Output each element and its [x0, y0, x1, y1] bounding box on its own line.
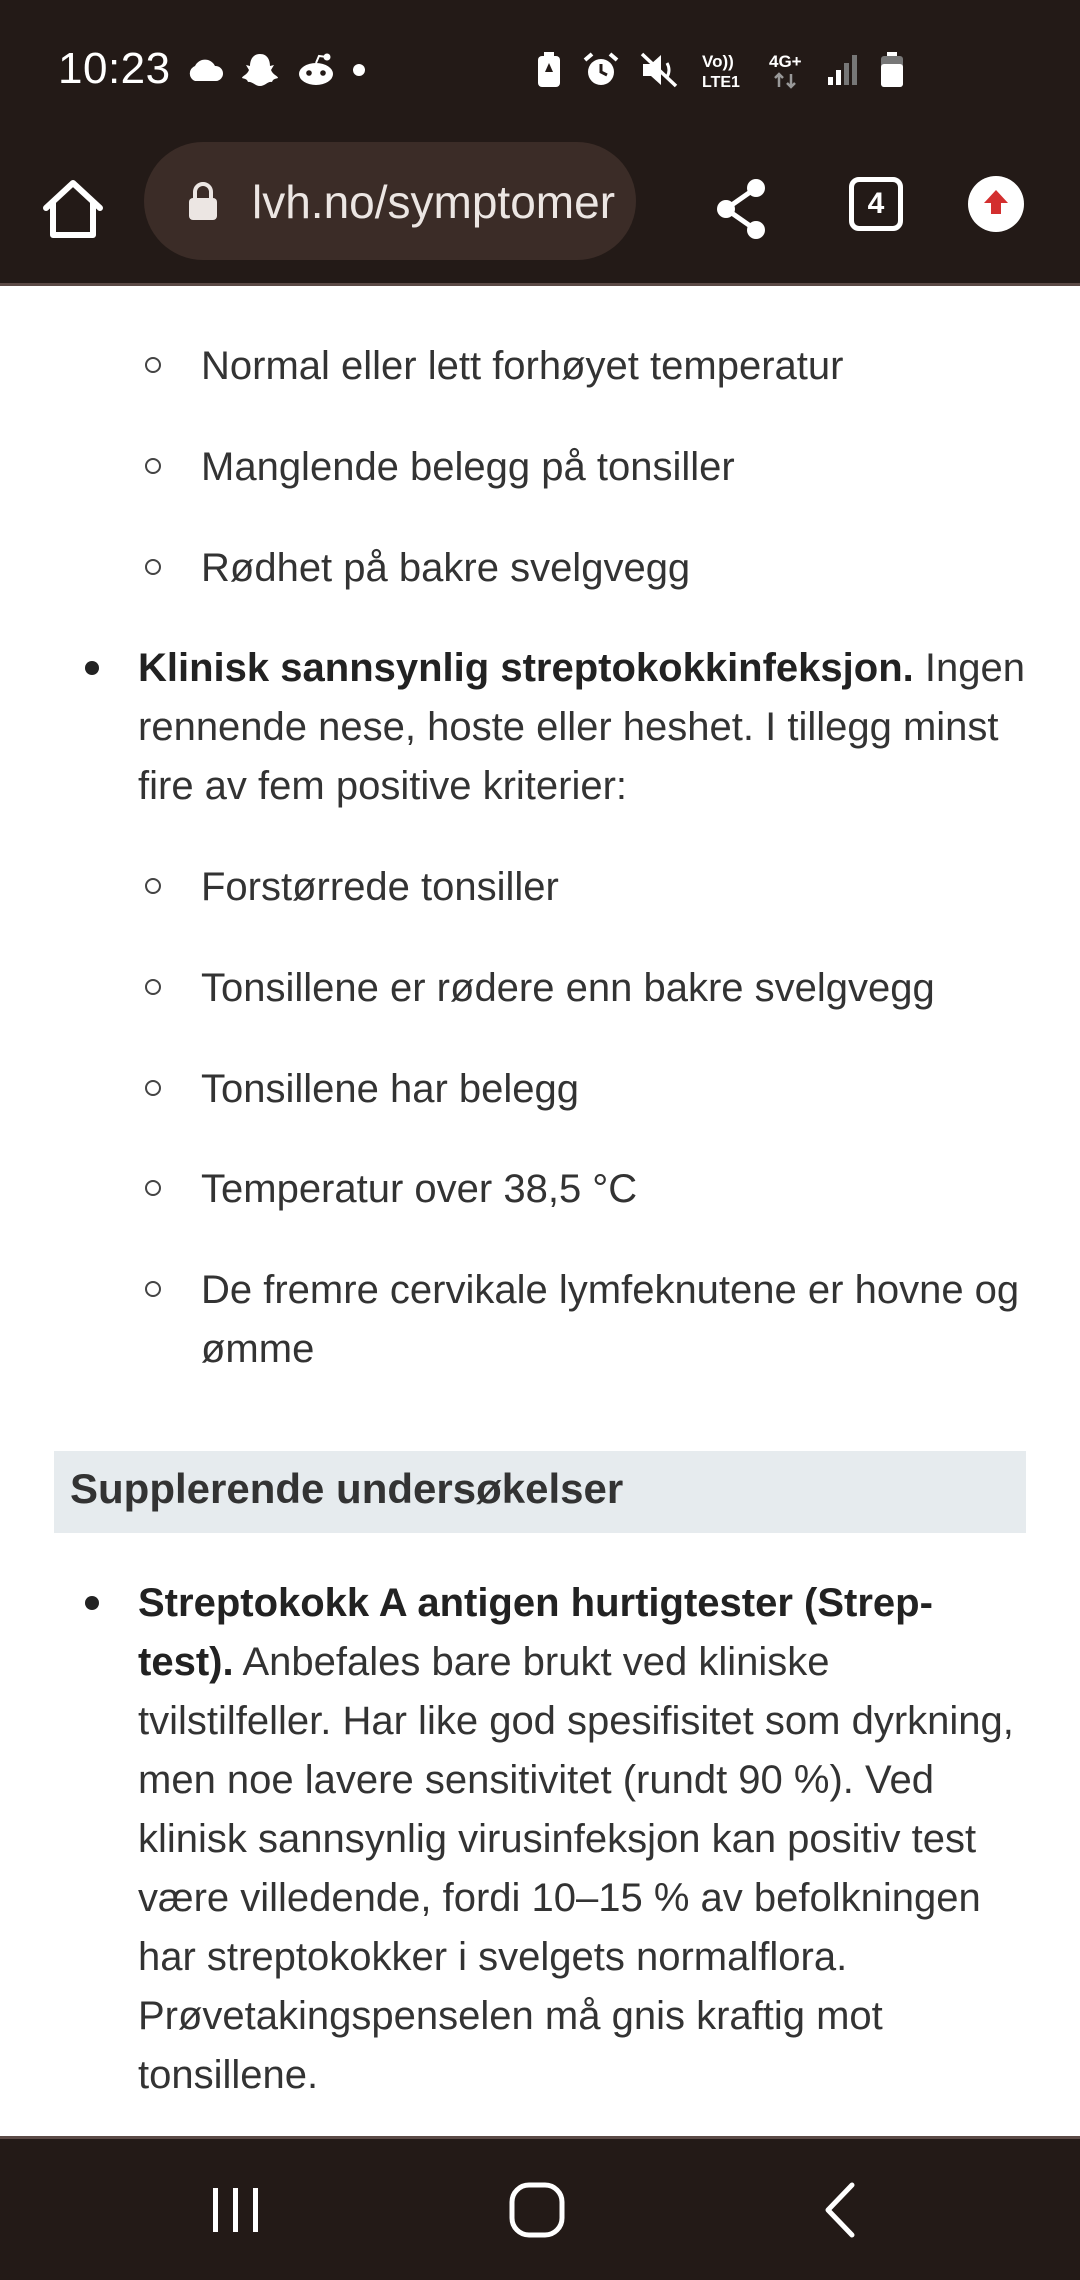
list-item-strep-criteria	[138, 639, 1028, 816]
browser-menu-button[interactable]	[968, 176, 1024, 232]
update-arrow-icon	[981, 187, 1011, 222]
item-title: Streptokokk A antigen hurtigtester (Strep-test).	[138, 1581, 933, 1684]
list-item: De fremre cervikale lymfeknutene er hovne og ømme	[201, 1268, 1020, 1371]
alarm-icon	[582, 51, 620, 94]
svg-text:Vo)): Vo))	[702, 52, 734, 71]
snapchat-icon	[240, 52, 280, 93]
circle-bullet-icon	[145, 559, 161, 575]
item-title: Klinisk sannsynlig streptokokkinfeksjon.	[138, 646, 914, 690]
section-heading-text: Supplerende undersøkelser	[70, 1465, 624, 1512]
circle-bullet-icon	[145, 1080, 161, 1096]
section-heading	[54, 1451, 1026, 1533]
signal-icon	[826, 53, 860, 92]
share-icon[interactable]	[712, 174, 772, 244]
back-icon[interactable]	[800, 2175, 880, 2245]
list-item-strep-test	[138, 1574, 1018, 2105]
status-bar	[0, 0, 1080, 140]
circle-bullet-icon	[145, 878, 161, 894]
item-text: Anbefales bare brukt ved kliniske tvilstilfeller. Har like god spesifisitet som dyrkning, men noe lavere sensitivitet (rundt 90 %). Ved klinisk sannsynlig virusinfeksjon kan positiv test være villedende, fordi 10–15 % av befolkningen har streptokokker i svelgets normalflora. Prøvetakingspenselen må gnis kraftig mot tonsillene.	[138, 1640, 1014, 2097]
circle-bullet-icon	[145, 357, 161, 373]
circle-bullet-icon	[145, 1281, 161, 1297]
svg-text:4G+: 4G+	[769, 52, 802, 71]
notification-icons	[186, 52, 366, 93]
address-bar[interactable]	[144, 142, 636, 260]
4g-icon	[768, 50, 806, 95]
home-nav-icon[interactable]	[497, 2175, 577, 2245]
browser-toolbar	[0, 140, 1080, 286]
circle-bullet-icon	[145, 979, 161, 995]
list-item: Tonsillene har belegg	[201, 1067, 580, 1111]
svg-text:LTE1: LTE1	[702, 74, 740, 90]
navigation-bar	[0, 2136, 1080, 2280]
cloud-icon	[186, 57, 224, 88]
circle-bullet-icon	[145, 458, 161, 474]
list-item: Normal eller lett forhøyet temperatur	[201, 344, 844, 388]
circle-bullet-icon	[145, 1180, 161, 1196]
battery-icon	[880, 52, 904, 93]
tab-switcher-button[interactable]: 4	[849, 177, 903, 231]
status-time: 10:23	[58, 44, 171, 93]
recents-icon[interactable]	[196, 2175, 276, 2245]
reddit-icon	[296, 53, 336, 92]
bullet-icon	[85, 1596, 99, 1610]
lock-icon	[186, 182, 220, 227]
home-icon[interactable]	[38, 174, 108, 244]
volte-icon	[700, 50, 748, 95]
item-text: Ingen rennende nese, hoste eller heshet. I tillegg minst fire av fem positive kriterier:	[138, 646, 1025, 808]
url-text: lvh.no/symptomer	[252, 176, 616, 228]
mute-icon	[640, 51, 680, 94]
list-item: Forstørrede tonsiller	[201, 865, 559, 909]
battery-saver-icon	[536, 51, 562, 94]
list-item: Manglende belegg på tonsiller	[201, 445, 735, 489]
list-item: Rødhet på bakre svelgvegg	[201, 546, 691, 590]
bullet-icon	[85, 661, 99, 675]
list-item: Tonsillene er rødere enn bakre svelgvegg	[201, 966, 935, 1010]
list-item: Temperatur over 38,5 °C	[201, 1167, 638, 1211]
system-icons	[536, 50, 904, 95]
page-content	[0, 290, 1080, 2136]
dot-icon	[352, 63, 366, 82]
